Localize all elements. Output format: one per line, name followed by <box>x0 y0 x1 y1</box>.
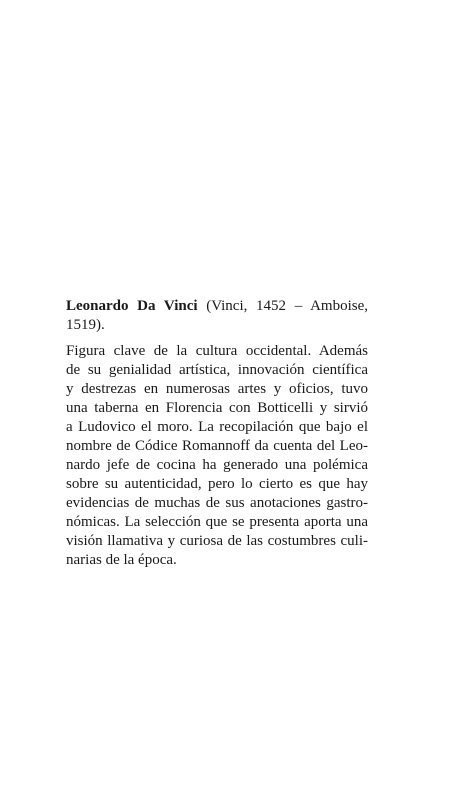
bio-text <box>66 342 368 570</box>
bio-dates: (Vinci, 1452 – Amboise, <box>197 298 368 314</box>
bio-heading <box>66 297 368 335</box>
bio-text-line: visión llamativa y curiosa de las costumbres culi- <box>66 533 368 549</box>
bio-text-line: una taberna en Florencia con Botticelli y sirvió <box>66 400 368 416</box>
bio-heading-line: 1519). <box>66 317 105 333</box>
bio-text-line: de su genialidad artística, innovación científica <box>66 362 368 378</box>
author-bio <box>66 297 368 570</box>
bio-text-line: nardo jefe de cocina ha generado una polémica <box>66 457 368 473</box>
bio-text-line: narias de la época. <box>66 552 177 568</box>
bio-text-line: a Ludovico el moro. La recopilación que bajo el <box>66 419 368 435</box>
bio-heading-line <box>66 297 368 316</box>
author-name: Leonardo Da Vinci <box>66 298 198 314</box>
bio-text-line: evidencias de muchas de sus anotaciones gastro- <box>66 495 368 511</box>
bio-text-line: sobre su autenticidad, pero lo cierto es que hay <box>66 476 368 492</box>
bio-text-line: y destrezas en numerosas artes y oficios, tuvo <box>66 381 368 397</box>
bio-text-line: nómicas. La selección que se presenta aporta una <box>66 514 368 530</box>
bio-text-line: Figura clave de la cultura occidental. Además <box>66 343 368 359</box>
bio-text-line: nombre de Códice Romannoff da cuenta del Leo- <box>66 438 368 454</box>
